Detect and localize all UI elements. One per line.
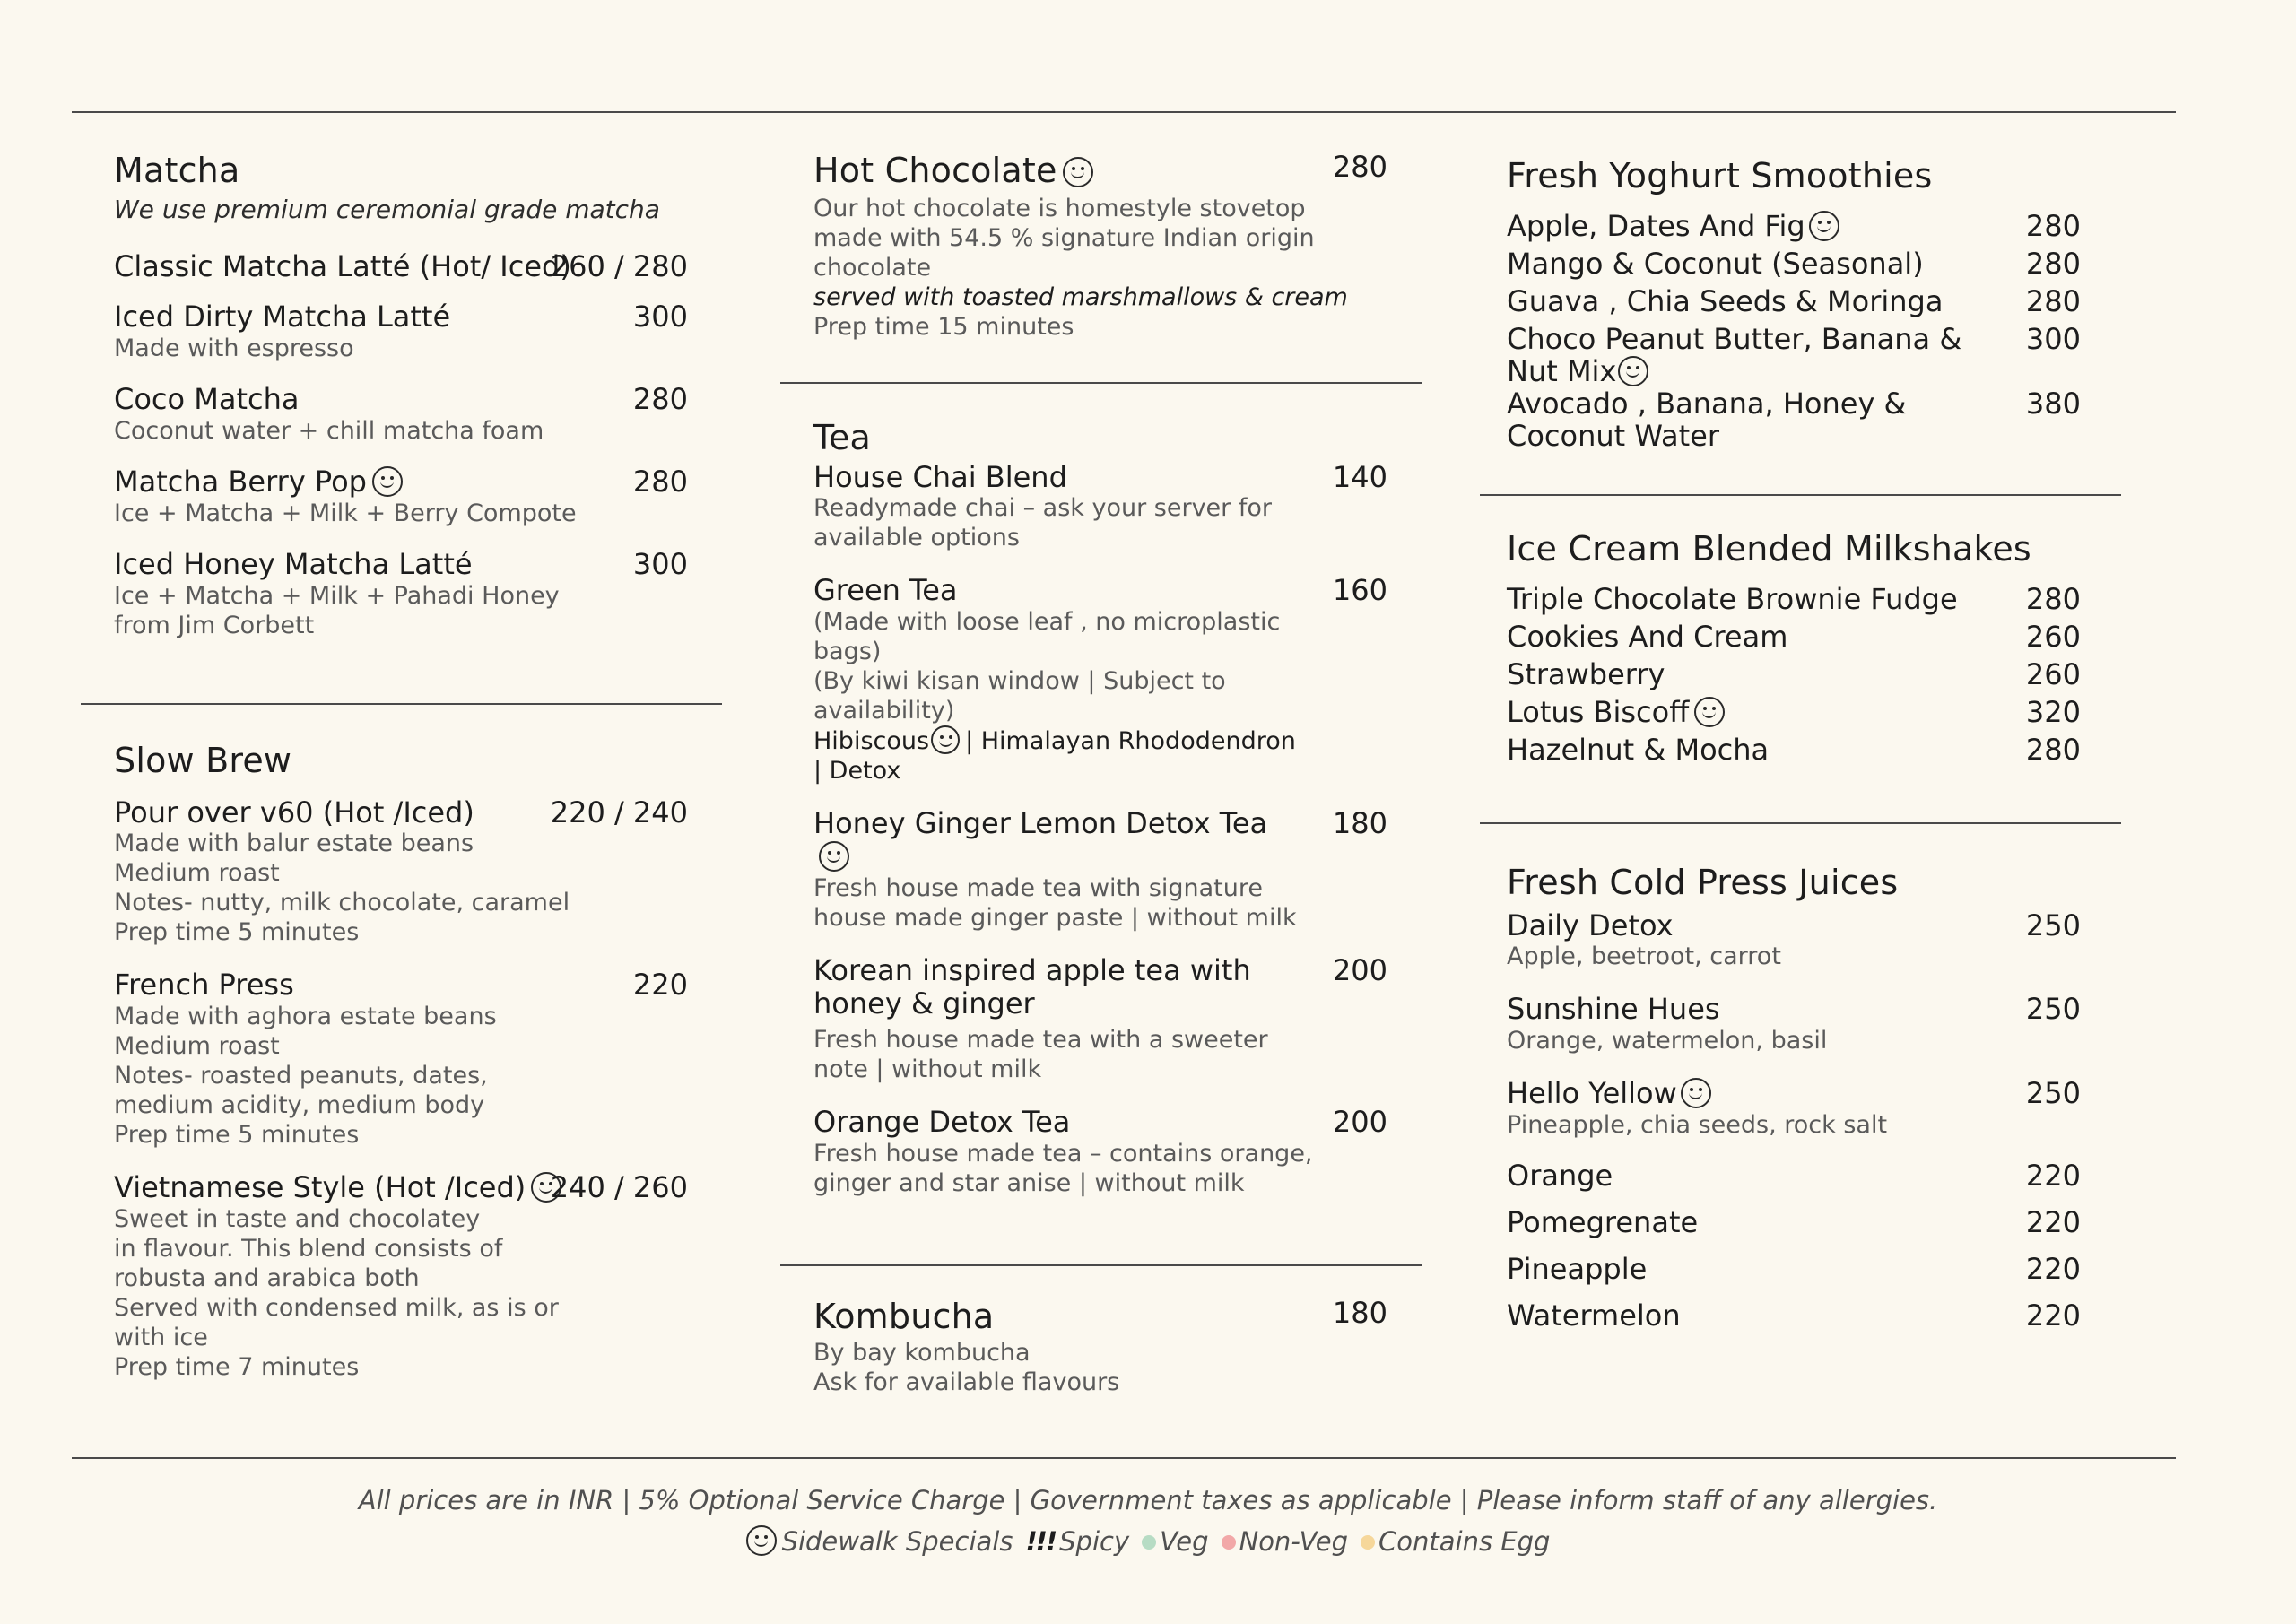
item-description bbox=[1507, 1026, 2081, 1055]
menu-item bbox=[114, 300, 688, 363]
item-description bbox=[813, 607, 1387, 786]
desc-line: (By kiwi kisan window | Subject to bbox=[813, 667, 1226, 696]
milkshakes-list bbox=[1507, 583, 2081, 771]
spicy-icon: !!! bbox=[1025, 1525, 1057, 1557]
desc-line: robusta and arabica both bbox=[114, 1264, 420, 1292]
smoothies-title: Fresh Yoghurt Smoothies bbox=[1507, 156, 1933, 195]
desc-line: ginger and star anise | without milk bbox=[813, 1169, 1245, 1198]
item-name: Coco Matcha bbox=[114, 382, 300, 417]
juices-title: Fresh Cold Press Juices bbox=[1507, 863, 1899, 902]
item-name bbox=[813, 954, 1387, 1020]
item-name: Pour over v60 (Hot /Iced) bbox=[114, 795, 474, 829]
item-name-text: Apple, Dates And Fig bbox=[1507, 208, 1805, 243]
desc-line: Fresh house made tea with signature bbox=[813, 873, 1264, 902]
desc-line: chocolate bbox=[813, 253, 932, 282]
legend-veg bbox=[1142, 1526, 1208, 1557]
item-name-text: Hello Yellow bbox=[1507, 1076, 1677, 1111]
menu-item bbox=[1507, 993, 2081, 1055]
item-name: Mango & Coconut (Seasonal) bbox=[1507, 246, 1924, 281]
menu-item bbox=[813, 461, 1387, 553]
item-name: Guava , Chia Seeds & Moringa bbox=[1507, 283, 1944, 318]
menu-item bbox=[1507, 734, 2081, 771]
menu-item bbox=[813, 151, 1387, 192]
item-price: 380 bbox=[2025, 386, 2081, 421]
menu-item bbox=[1507, 285, 2081, 323]
smoothies-divider bbox=[1480, 494, 2121, 496]
legend-specials-label: Sidewalk Specials bbox=[781, 1526, 1013, 1557]
item-price: 220 bbox=[2025, 1298, 2081, 1333]
item-description bbox=[114, 416, 688, 446]
item-name: Iced Honey Matcha Latté bbox=[114, 546, 473, 581]
desc-line: availability) bbox=[813, 697, 955, 725]
item-price: 200 bbox=[1332, 952, 1387, 987]
desc-line: Apple, beetroot, carrot bbox=[1507, 942, 1781, 971]
sidewalk-special-icon bbox=[1618, 356, 1648, 386]
menu-item bbox=[1507, 210, 2081, 248]
item-price: 280 bbox=[2025, 732, 2081, 767]
menu-item bbox=[1507, 323, 2081, 387]
menu-item bbox=[114, 1171, 688, 1382]
item-price: 240 / 260 bbox=[550, 1170, 688, 1205]
item-description bbox=[813, 1338, 1387, 1397]
item-price: 220 bbox=[2025, 1204, 2081, 1239]
nonveg-dot-icon bbox=[1222, 1535, 1236, 1550]
item-name: Pineapple bbox=[1507, 1251, 1648, 1286]
menu-item bbox=[1507, 387, 2081, 452]
item-description bbox=[114, 499, 688, 528]
desc-line: Ask for available flavours bbox=[813, 1368, 1120, 1396]
item-price: 280 bbox=[632, 464, 688, 499]
item-name bbox=[813, 807, 1387, 873]
desc-line: Readymade chai – ask your server for bbox=[813, 494, 1272, 523]
milkshakes-section bbox=[1507, 529, 2081, 771]
item-price: 260 bbox=[2025, 656, 2081, 691]
desc-line: Prep time 15 minutes bbox=[813, 312, 1074, 341]
item-name-line: Avocado , Banana, Honey & bbox=[1507, 386, 1907, 421]
menu-item bbox=[1507, 696, 2081, 734]
item-price: 250 bbox=[2025, 908, 2081, 942]
desc-line: Ice + Matcha + Milk + Berry Compote bbox=[114, 499, 577, 527]
sidewalk-special-icon bbox=[1694, 697, 1725, 727]
item-name-line: Choco Peanut Butter, Banana & bbox=[1507, 321, 1962, 356]
desc-line: By bay kombucha bbox=[813, 1338, 1031, 1367]
tea-divider bbox=[780, 1264, 1422, 1266]
item-name bbox=[1507, 323, 2081, 387]
item-name bbox=[1507, 210, 2081, 243]
matcha-section bbox=[114, 151, 688, 640]
desc-line: note | without milk bbox=[813, 1055, 1042, 1084]
item-name-line bbox=[1507, 355, 1964, 387]
item-name bbox=[1507, 387, 2081, 452]
menu-item bbox=[114, 250, 688, 283]
desc-line: in flavour. This blend consists of bbox=[114, 1234, 503, 1263]
item-price: 140 bbox=[1332, 459, 1387, 494]
legend-spicy-label: Spicy bbox=[1059, 1525, 1130, 1557]
hot-chocolate-section bbox=[813, 151, 1387, 342]
item-name-text: Vietnamese Style (Hot /Iced) bbox=[114, 1170, 526, 1205]
item-price: 160 bbox=[1332, 573, 1387, 608]
item-description bbox=[813, 493, 1387, 552]
tea-variants bbox=[813, 725, 1387, 756]
item-price: 250 bbox=[2025, 992, 2081, 1027]
kombucha-title: Kombucha bbox=[813, 1297, 995, 1336]
item-price: 280 bbox=[2025, 246, 2081, 281]
sidewalk-special-icon bbox=[372, 466, 403, 497]
desc-line: Notes- roasted peanuts, dates, bbox=[114, 1062, 488, 1090]
desc-line: Pineapple, chia seeds, rock salt bbox=[1507, 1110, 1888, 1139]
hot-chocolate-title bbox=[813, 151, 1387, 192]
item-price: 220 / 240 bbox=[550, 795, 688, 829]
sidewalk-special-icon bbox=[1809, 211, 1839, 241]
veg-dot-icon bbox=[1142, 1535, 1156, 1550]
item-name bbox=[114, 465, 688, 499]
top-divider bbox=[72, 111, 2176, 113]
menu-item bbox=[813, 574, 1387, 786]
item-description bbox=[813, 873, 1387, 933]
desc-line: Prep time 5 minutes bbox=[114, 918, 360, 947]
item-price: 280 bbox=[2025, 208, 2081, 243]
bottom-divider bbox=[72, 1457, 2176, 1459]
tea-section bbox=[813, 418, 1387, 1198]
desc-line: Ice + Matcha + Milk + Pahadi Honey bbox=[114, 581, 560, 610]
juices-section bbox=[1507, 863, 2081, 1346]
item-name: Strawberry bbox=[1507, 656, 1665, 691]
item-name bbox=[1507, 1077, 2081, 1110]
menu-item bbox=[114, 968, 688, 1150]
milkshakes-title: Ice Cream Blended Milkshakes bbox=[1507, 529, 2031, 569]
menu-item bbox=[114, 465, 688, 528]
menu-item bbox=[813, 807, 1387, 933]
sidewalk-special-icon bbox=[819, 841, 849, 872]
menu-item bbox=[114, 548, 688, 640]
desc-line: with ice bbox=[114, 1323, 208, 1351]
desc-line: house made ginger paste | without milk bbox=[813, 903, 1297, 932]
item-name: Daily Detox bbox=[1507, 908, 1674, 942]
egg-dot-icon bbox=[1361, 1535, 1375, 1550]
item-price: 220 bbox=[2025, 1158, 2081, 1193]
desc-line: Fresh house made tea – contains orange, bbox=[813, 1140, 1313, 1168]
item-price: 300 bbox=[632, 300, 688, 334]
desc-line: Made with espresso bbox=[114, 334, 354, 363]
item-name-line: Korean inspired apple tea with bbox=[813, 952, 1251, 987]
item-price: 320 bbox=[2025, 694, 2081, 729]
sidewalk-special-icon bbox=[931, 725, 960, 754]
item-name bbox=[1507, 696, 2081, 729]
item-price: 280 bbox=[2025, 581, 2081, 616]
hot-chocolate-title-text: Hot Chocolate bbox=[813, 151, 1057, 190]
item-price: 180 bbox=[1332, 1296, 1387, 1330]
item-description bbox=[813, 1139, 1387, 1198]
legend-spicy bbox=[1025, 1526, 1129, 1557]
item-name: Hazelnut & Mocha bbox=[1507, 732, 1770, 767]
tea-title: Tea bbox=[813, 418, 872, 457]
desc-line: Our hot chocolate is homestyle stovetop bbox=[813, 194, 1306, 222]
item-price: 180 bbox=[1332, 806, 1387, 841]
desc-line: Prep time 7 minutes bbox=[114, 1352, 360, 1381]
legend-nonveg bbox=[1222, 1526, 1349, 1557]
kombucha-section bbox=[813, 1297, 1387, 1397]
item-description bbox=[1507, 942, 2081, 971]
menu-item bbox=[1507, 248, 2081, 285]
legend-egg-label: Contains Egg bbox=[1378, 1525, 1551, 1557]
smoothies-list bbox=[1507, 210, 2081, 452]
item-description bbox=[813, 1025, 1387, 1084]
item-name-line: Coconut Water bbox=[1507, 418, 1719, 453]
item-description bbox=[114, 1002, 688, 1150]
desc-line: Medium roast bbox=[114, 1032, 280, 1061]
menu-item bbox=[1507, 583, 2081, 621]
desc-line: available options bbox=[813, 524, 1020, 552]
item-price: 220 bbox=[632, 968, 688, 1003]
item-name: Classic Matcha Latté (Hot/ Iced) bbox=[114, 248, 571, 283]
desc-line: Orange, watermelon, basil bbox=[1507, 1027, 1828, 1055]
milkshakes-divider bbox=[1480, 822, 2121, 824]
desc-line: Made with aghora estate beans bbox=[114, 1003, 497, 1031]
desc-line: Prep time 5 minutes bbox=[114, 1121, 360, 1150]
hot-chocolate-divider bbox=[780, 382, 1422, 384]
desc-note: served with toasted marshmallows & cream bbox=[813, 282, 1348, 311]
slow-brew-section bbox=[114, 741, 688, 1382]
menu-item bbox=[813, 1297, 1387, 1338]
item-name: Green Tea bbox=[813, 573, 958, 608]
menu-item bbox=[1507, 1253, 2081, 1299]
desc-line: (Made with loose leaf , no microplastic bbox=[813, 608, 1281, 637]
item-name: Iced Dirty Matcha Latté bbox=[114, 300, 451, 334]
footer-note: All prices are in INR | 5% Optional Service Charge | Government taxes as applicable | Please inform staff of any allergies. bbox=[358, 1485, 1938, 1515]
menu-item bbox=[1507, 1299, 2081, 1346]
menu-item bbox=[114, 383, 688, 446]
matcha-title: Matcha bbox=[114, 151, 240, 190]
item-description bbox=[1507, 1110, 2081, 1140]
item-name: House Chai Blend bbox=[813, 459, 1067, 494]
desc-line: Served with condensed milk, as is or bbox=[114, 1293, 559, 1322]
item-price: 200 bbox=[1332, 1105, 1387, 1140]
desc-line: from Jim Corbett bbox=[114, 611, 315, 639]
desc-line: Coconut water + chill matcha foam bbox=[114, 416, 544, 445]
matcha-divider bbox=[81, 703, 722, 705]
desc-line: Notes- nutty, milk chocolate, caramel bbox=[114, 889, 570, 917]
item-price: 280 bbox=[1332, 150, 1387, 184]
desc-line: medium acidity, medium body bbox=[114, 1091, 485, 1120]
legend bbox=[0, 1525, 2296, 1557]
item-name: Cookies And Cream bbox=[1507, 619, 1788, 654]
item-name-text: Honey Ginger Lemon Detox Tea bbox=[813, 806, 1268, 841]
variant-detox: | Detox bbox=[813, 757, 901, 786]
item-name-line: honey & ginger bbox=[813, 986, 1035, 1020]
item-name: Pomegrenate bbox=[1507, 1204, 1699, 1239]
desc-line: Medium roast bbox=[114, 859, 280, 888]
item-price: 300 bbox=[2025, 321, 2081, 356]
juices-simple-list bbox=[1507, 1159, 2081, 1346]
desc-line: Fresh house made tea with a sweeter bbox=[813, 1026, 1268, 1055]
item-price: 260 bbox=[2025, 619, 2081, 654]
item-name: Triple Chocolate Brownie Fudge bbox=[1507, 581, 1958, 616]
item-name: French Press bbox=[114, 968, 294, 1003]
item-name: Watermelon bbox=[1507, 1298, 1681, 1333]
item-name: Orange Detox Tea bbox=[813, 1105, 1071, 1140]
desc-line: Made with balur estate beans bbox=[114, 829, 474, 858]
item-description bbox=[114, 1204, 688, 1382]
menu-item bbox=[1507, 621, 2081, 658]
item-price: 300 bbox=[632, 546, 688, 581]
sidewalk-special-icon bbox=[746, 1525, 777, 1556]
slow-brew-title: Slow Brew bbox=[114, 741, 292, 780]
item-name: Sunshine Hues bbox=[1507, 992, 1720, 1027]
desc-line: bags) bbox=[813, 638, 882, 666]
item-price: 280 bbox=[2025, 283, 2081, 318]
item-description bbox=[114, 581, 688, 640]
menu-item bbox=[114, 796, 688, 948]
variant-hibiscous: Hibiscous bbox=[813, 727, 930, 756]
item-name-text: Lotus Biscoff bbox=[1507, 694, 1690, 729]
menu-item bbox=[813, 954, 1387, 1085]
item-name-text: Nut Mix bbox=[1507, 353, 1617, 388]
item-name: Orange bbox=[1507, 1158, 1613, 1193]
item-price: 220 bbox=[2025, 1251, 2081, 1286]
menu-item bbox=[1507, 1159, 2081, 1206]
legend-specials bbox=[746, 1525, 1013, 1557]
desc-line: Sweet in taste and chocolatey bbox=[114, 1204, 481, 1233]
item-name-text: Matcha Berry Pop bbox=[114, 464, 367, 499]
desc-line: made with 54.5 % signature Indian origin bbox=[813, 223, 1315, 252]
smoothies-section bbox=[1507, 156, 2081, 452]
legend-egg bbox=[1361, 1526, 1550, 1557]
item-price: 250 bbox=[2025, 1076, 2081, 1111]
item-price: 280 bbox=[632, 382, 688, 417]
menu-item bbox=[1507, 909, 2081, 972]
sidewalk-special-icon bbox=[1681, 1078, 1711, 1108]
sidewalk-special-icon bbox=[1063, 157, 1093, 187]
item-price: 260 / 280 bbox=[550, 248, 688, 283]
variant-rhododendron: | Himalayan Rhododendron bbox=[965, 727, 1296, 756]
menu-item bbox=[1507, 1206, 2081, 1253]
legend-veg-label: Veg bbox=[1160, 1525, 1209, 1557]
menu-item bbox=[813, 1106, 1387, 1198]
item-description bbox=[813, 194, 1387, 342]
item-description bbox=[114, 829, 688, 947]
menu-item bbox=[1507, 1077, 2081, 1140]
menu-item bbox=[1507, 658, 2081, 696]
item-description bbox=[114, 334, 688, 363]
matcha-subtitle: We use premium ceremonial grade matcha bbox=[114, 194, 660, 224]
legend-nonveg-label: Non-Veg bbox=[1239, 1525, 1348, 1557]
